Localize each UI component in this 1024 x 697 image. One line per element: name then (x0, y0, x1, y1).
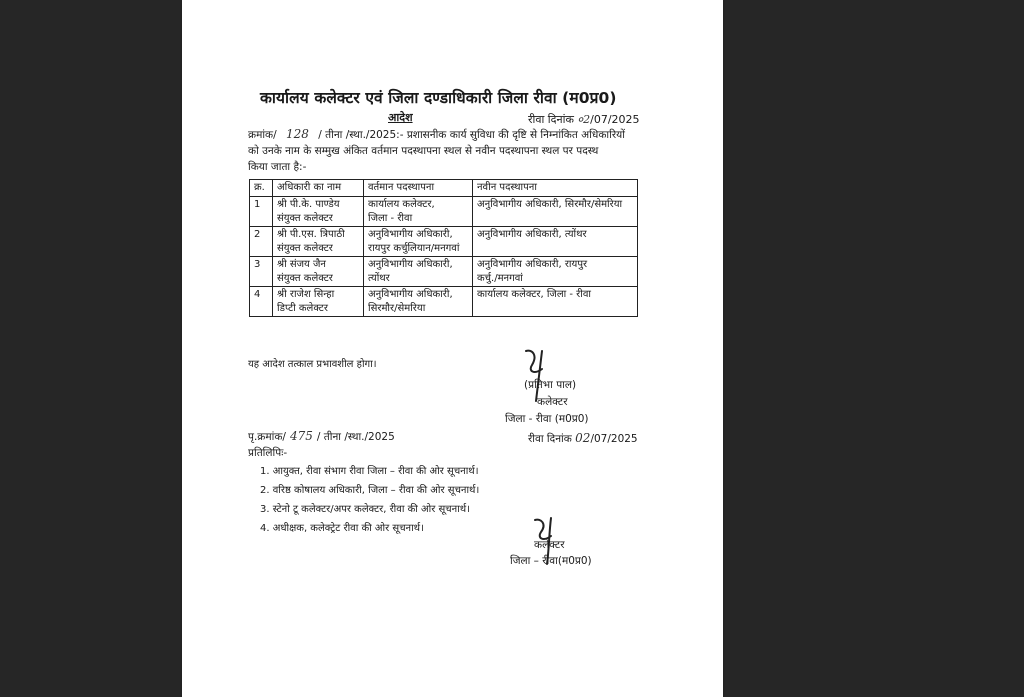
cell-new-posting (473, 227, 638, 257)
endorse-ref-number-handwritten: 475 (289, 429, 313, 443)
new-posting-line: अनुविभागीय अधिकारी, त्योंथर (477, 229, 587, 240)
current-posting-line: जिला - रीवा (368, 212, 413, 224)
cell-officer (273, 257, 364, 287)
cell-sno: 3 (250, 257, 273, 287)
table-row (250, 197, 638, 227)
new-posting-line: अनुविभागीय अधिकारी, रायपुर (477, 259, 588, 270)
current-posting-line: कार्यालय कलेक्टर, (368, 199, 435, 210)
officer-name: श्री पी.एस. त्रिपाठी (277, 229, 345, 240)
cell-current-posting (364, 197, 473, 227)
officer-designation: संयुक्त कलेक्टर (277, 212, 333, 224)
cell-current-posting (364, 287, 473, 317)
officer-designation: संयुक्त कलेक्टर (277, 272, 333, 284)
list-item: 4. अधीक्षक, कलेक्ट्रेट रीवा की ओर सूचनार्थ। (260, 523, 424, 534)
cell-sno: 1 (250, 197, 273, 227)
cell-officer (273, 197, 364, 227)
current-posting-line: अनुविभागीय अधिकारी, (368, 289, 453, 300)
endorse-ref-suffix: / तीना /स्था./2025 (316, 431, 395, 443)
order-ref-prefix: क्रमांक/ (248, 129, 277, 141)
cell-officer (273, 227, 364, 257)
list-item: 3. स्टेनो टू कलेक्टर/अपर कलेक्टर, रीवा की ओर सूचनार्थ। (260, 504, 470, 515)
current-posting-line: अनुविभागीय अधिकारी, (368, 229, 453, 240)
table-row (250, 287, 638, 317)
new-posting-line: कार्यालय कलेक्टर, जिला - रीवा (477, 289, 591, 300)
current-posting-line: त्योंथर (368, 272, 390, 284)
header-current-posting: वर्तमान पदस्थापना (364, 180, 473, 197)
cell-current-posting (364, 227, 473, 257)
officer-name: श्री संजय जैन (277, 259, 326, 270)
cell-sno: 4 (250, 287, 273, 317)
list-item: 2. वरिष्ठ कोषालय अधिकारी, जिला – रीवा की ओर सूचनार्थ। (260, 485, 480, 496)
table-row (250, 257, 638, 287)
order-date (528, 112, 640, 127)
endorsement-date (528, 431, 638, 446)
cell-new-posting (473, 197, 638, 227)
order-date-suffix: /07/2025 (590, 113, 640, 126)
signatory-name: (प्रतिभा पाल) (524, 379, 577, 391)
signatory-title: कलेक्टर (537, 396, 568, 408)
current-posting-line: रायपुर कर्चुलियान/मनगवां (368, 242, 460, 254)
order-ref-number-handwritten: 128 (286, 127, 309, 141)
signatory-title-2: कलेक्टर (534, 539, 565, 551)
order-reference-line (248, 127, 625, 142)
cell-current-posting (364, 257, 473, 287)
header-sno: क्र. (250, 180, 273, 197)
list-item: 1. आयुक्त, रीवा संभाग रीवा जिला – रीवा की ओर सूचनार्थ। (260, 466, 479, 477)
order-heading: आदेश (388, 111, 413, 124)
effect-statement: यह आदेश तत्काल प्रभावशील होगा। (248, 359, 377, 370)
intro-line-3: किया जाता है:- (248, 161, 307, 173)
signatory-place: जिला - रीवा (म0प्र0) (505, 413, 589, 425)
intro-line-2: को उनके नाम के सम्मुख अंकित वर्तमान पदस्थापना स्थल से नवीन पदस्थापना स्थल पर पदस्थ (248, 145, 599, 157)
copy-list (260, 463, 479, 534)
new-posting-line: कर्चु./मनगवां (477, 272, 523, 284)
table-header-row (250, 180, 638, 197)
table-row (250, 227, 638, 257)
cell-new-posting (473, 257, 638, 287)
officer-name: श्री पी.के. पाण्डेय (277, 199, 340, 210)
officer-designation: संयुक्त कलेक्टर (277, 242, 333, 254)
document-page (182, 0, 723, 697)
signatory-place-2: जिला – रीवा(म0प्र0) (510, 555, 592, 567)
endorse-ref-prefix: पृ.क्रमांक/ (248, 431, 286, 443)
cell-officer (273, 287, 364, 317)
cell-new-posting (473, 287, 638, 317)
order-date-prefix: रीवा दिनांक (528, 113, 574, 126)
office-title: कार्यालय कलेक्टर एवं जिला दण्डाधिकारी जिला रीवा (म0प्र0) (260, 89, 617, 107)
transfer-table (249, 179, 638, 317)
header-officer-name: अधिकारी का नाम (273, 180, 364, 197)
endorse-date-prefix: रीवा दिनांक (528, 433, 572, 445)
new-posting-line: अनुविभागीय अधिकारी, सिरमौर/सेमरिया (477, 199, 623, 210)
cell-sno: 2 (250, 227, 273, 257)
current-posting-line: अनुविभागीय अधिकारी, (368, 259, 453, 270)
header-new-posting: नवीन पदस्थापना (473, 180, 638, 197)
endorse-date-handwritten: 02 (575, 431, 591, 445)
order-date-handwritten: ०2 (577, 113, 591, 126)
endorse-date-suffix: /07/2025 (590, 433, 638, 445)
endorsement-reference (248, 429, 395, 444)
copy-to-label: प्रतिलिपिः- (248, 447, 288, 459)
officer-name: श्री राजेश सिन्हा (277, 289, 335, 300)
order-ref-suffix: / तीना /स्था./2025:- प्रशासनीक कार्य सुविधा की दृष्टि से निम्नांकित अधिकारियों (318, 129, 625, 141)
officer-designation: डिप्टी कलेक्टर (277, 302, 328, 314)
current-posting-line: सिरमौर/सेमरिया (368, 302, 426, 314)
